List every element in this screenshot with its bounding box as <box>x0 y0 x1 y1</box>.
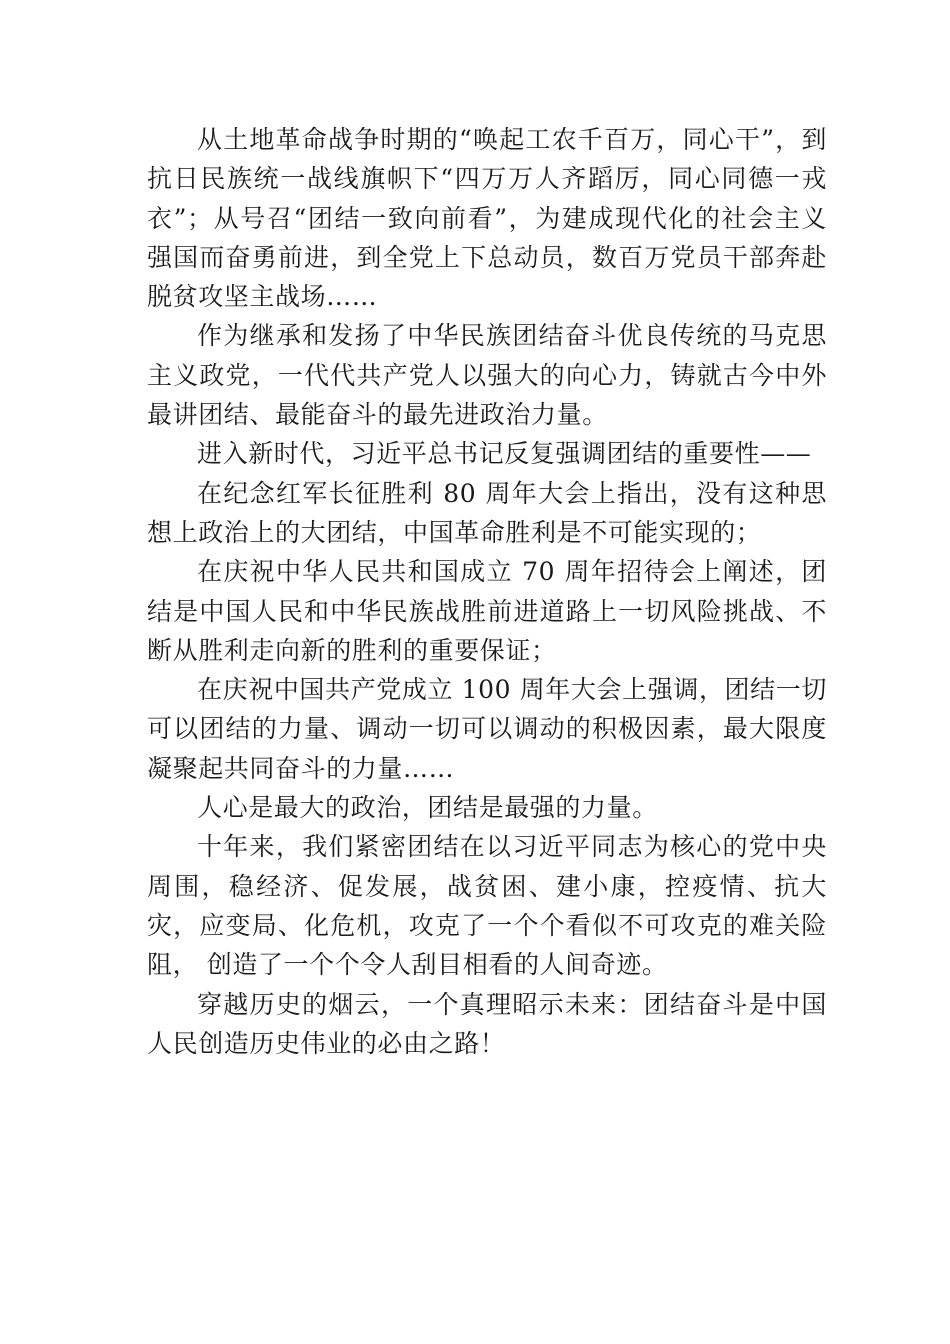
paragraph-cpc-100: 在庆祝中国共产党成立 100 周年大会上强调，团结一切可以团结的力量、调动一切可以调动的积极因素，最大限度凝聚起共同奋斗的力量…… <box>147 675 827 783</box>
paragraph-unity: 人心是最大的政治，团结是最强的力量。 <box>197 793 658 823</box>
paragraph-prc-70: 在庆祝中华人民共和国成立 70 周年招待会上阐述，团结是中国人民和中华民族战胜前进道路上一切风险挑战、不断从胜利走向新的胜利的重要保证； <box>147 557 827 665</box>
paragraph-party: 作为继承和发扬了中华民族团结奋斗优良传统的马克思主义政党，一代代共产党人以强大的向心力，铸就古今中外最讲团结、最能奋斗的最先进政治力量。 <box>147 321 827 430</box>
paragraph-conclusion: 穿越历史的烟云，一个真理昭示未来：团结奋斗是中国人民创造历史伟业的必由之路！ <box>147 989 827 1058</box>
paragraph-history: 从土地革命战争时期的“唤起工农千百万，同心干”，到抗日民族统一战线旗帜下“四万万人齐蹈厉，同心同德一戎衣”；从号召“团结一致向前看”，为建成现代化的社会主义强国而奋勇前进，到全党上下总动员，数百万党员干部奔赴脱贫攻坚主战场…… <box>147 125 827 312</box>
paragraph-long-march: 在纪念红军长征胜利 80 周年大会上指出，没有这种思想上政治上的大团结，中国革命胜利是不可能实现的； <box>147 478 827 547</box>
document-body <box>147 120 827 1063</box>
paragraph-new-era: 进入新时代，习近平总书记反复强调团结的重要性—— <box>197 439 812 469</box>
paragraph-decade: 十年来，我们紧密团结在以习近平同志为核心的党中央周围，稳经济、促发展，战贫困、建小康，控疫情、抗大灾，应变局、化危机，攻克了一个个看似不可攻克的难关险阻， 创造了一个个令人刮目相看的人间奇迹。 <box>147 832 827 980</box>
